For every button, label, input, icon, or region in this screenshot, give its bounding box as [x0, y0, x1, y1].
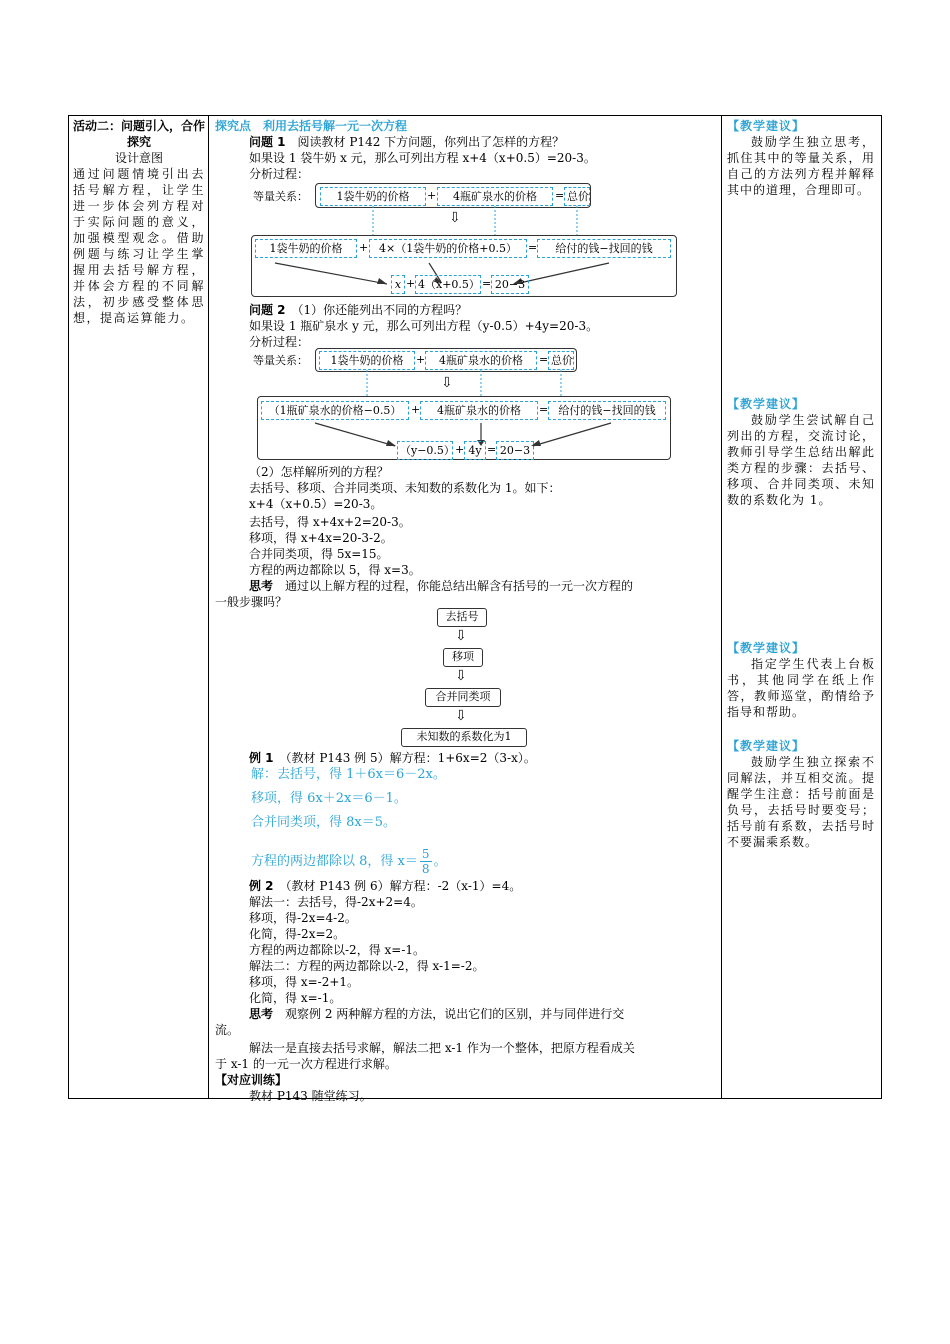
design-intent-label: 设计意图	[114, 151, 163, 165]
example1-text: （教材 P143 例 5）解方程：1+6x=2（3-x）。	[285, 751, 536, 765]
teaching-tip	[727, 396, 875, 508]
analysis-diagram-2: 等量关系： 1袋牛奶的价格 + 4瓶矿泉水的价格 = 总价 ⇩ （1瓶矿泉水的价格−0.5） + 4瓶矿泉水的价格 = 给付的钱−找回的钱 （y−0.5） + 4y = 20−3	[215, 348, 715, 464]
step-3: 移项，得 x+4x=20-3-2。	[249, 531, 393, 545]
total-box: 总价	[564, 187, 590, 206]
down-arrow-icon: ⇩	[449, 210, 461, 226]
think-text-cont: 一般步骤吗？	[215, 595, 288, 609]
paid-minus-change-box: 给付的钱−找回的钱	[537, 239, 671, 258]
tip-heading: 【教学建议】	[727, 641, 806, 655]
down-arrow-icon: ⇩	[455, 708, 467, 724]
teaching-tip	[727, 118, 875, 198]
example2-line: 移项，得-2x=4-2。	[249, 911, 357, 925]
equals-sign: =	[555, 189, 565, 202]
example2-line: 移项，得 x=-2+1。	[249, 975, 360, 989]
think-label: 思考	[249, 579, 274, 593]
step-5: 方程的两边都除以 5，得 x=3。	[249, 563, 421, 577]
analysis-label-1: 分析过程：	[249, 167, 310, 181]
step-1: x+4（x+0.5）=20-3。	[249, 497, 383, 511]
q2-text: （1）你还能列出不同的方程吗？	[297, 303, 468, 317]
training-text: 教材 P143 随堂练习。	[249, 1089, 372, 1103]
example2-line: 方程的两边都除以-2，得 x=-1。	[249, 943, 426, 957]
example1-step4: 方程的两边都除以 8，得 x＝ $\frac{5}{8}$ 。	[251, 847, 447, 876]
water-price-box: 4瓶矿泉水的价格	[425, 351, 537, 370]
teaching-tip	[727, 738, 875, 850]
expr-20-3: 20−3	[491, 275, 529, 294]
expr-4x: 4（x+0.5）	[415, 275, 481, 294]
tip-text: 鼓励学生尝试解自己列出的方程，交流讨论，教师引导学生总结出解此类方程的步骤：去括号、移项、合并同类项、未知数的系数化为 1。	[727, 413, 875, 507]
steps-flowchart	[215, 608, 715, 748]
q1-text: 阅读教材 P142 下方问题，你列出了怎样的方程？	[297, 135, 565, 149]
example1-step3: 合并同类项，得 8x＝5。	[251, 815, 397, 830]
tip-text: 鼓励学生独立思考，抓住其中的等量关系，用自己的方法列方程并解释其中的道理，合理即可。	[727, 135, 875, 197]
example2-label: 例 2	[249, 879, 274, 893]
think-text: 通过以上解方程的过程，你能总结出解含有括号的一元一次方程的	[285, 579, 634, 593]
relation-label: 等量关系：	[253, 354, 308, 367]
expr-20-3: 20−3	[496, 441, 534, 460]
water-price-box: 4瓶矿泉水的价格	[437, 187, 553, 206]
example2-line: 化简，得 x=-1。	[249, 991, 342, 1005]
think2-label: 思考	[249, 1007, 274, 1021]
example1-step2: 移项，得 6x＋2x＝6－1。	[251, 791, 407, 806]
q1-equation: 如果设 1 袋牛奶 x 元，那么可列出方程 x+4（x+0.5）=20-3。	[249, 151, 596, 165]
paid-minus-change-box: 给付的钱−找回的钱	[548, 401, 666, 420]
flow-step: 去括号	[437, 608, 487, 627]
think2-text-cont: 流。	[215, 1023, 240, 1037]
section-heading: 探究点 利用去括号解一元一次方程	[215, 119, 408, 133]
analysis-diagram-1: 等量关系： 1袋牛奶的价格 + 4瓶矿泉水的价格 = 总价 ⇩ 1袋牛奶的价格 + 4×（1袋牛奶的价格+0.5） = 给付的钱−找回的钱 x + 4（x+0.5） = 20−3	[215, 180, 715, 300]
steps-intro: 去括号、移项、合并同类项、未知数的系数化为 1。如下：	[249, 481, 561, 495]
column-divider	[721, 116, 722, 1098]
expr-y: （y−0.5）	[397, 441, 453, 460]
think2-text: 观察例 2 两种解方程的方法，说出它们的区别，并与同伴进行交	[285, 1007, 625, 1021]
design-intent-text: 通过问题情境引出去括号解方程，让学生进一步体会列方程对于实际问题的意义，加强模型观念。借助例题与练习让学生掌握用去括号解方程，并体会方程的不同解法，初步感受整体思想，提高运算能力。	[73, 167, 205, 325]
example1-step1: 解：去括号，得 1＋6x＝6－2x。	[251, 767, 446, 782]
lesson-table	[68, 115, 882, 1103]
step-4: 合并同类项，得 5x=15。	[249, 547, 389, 561]
tip-heading: 【教学建议】	[727, 397, 806, 411]
total-box: 总价	[548, 351, 574, 370]
tip-text: 鼓励学生独立探索不同解法，并互相交流。提醒学生注意：括号前面是负号，去括号时要变号；括号前有系数，去括号时不要漏乘系数。	[727, 755, 875, 849]
example1-label: 例 1	[249, 751, 274, 765]
four-times-box: 4×（1袋牛奶的价格+0.5）	[369, 239, 527, 258]
flow-step: 合并同类项	[425, 688, 501, 707]
plus-sign: +	[427, 189, 437, 202]
analysis-label-2: 分析过程：	[249, 335, 310, 349]
teaching-tip	[727, 640, 875, 720]
milk-price-box: 1袋牛奶的价格	[320, 187, 426, 206]
down-arrow-icon: ⇩	[441, 375, 453, 391]
expr-4y: 4y	[464, 441, 486, 460]
water-price-box: 4瓶矿泉水的价格	[420, 401, 538, 420]
activity-title: 活动二：问题引入，合作探究	[73, 119, 206, 149]
down-arrow-icon: ⇩	[455, 668, 467, 684]
down-arrow-icon: ⇩	[455, 628, 467, 644]
milk-price-box: 1袋牛奶的价格	[319, 351, 415, 370]
tip-text: 指定学生代表上台板书，其他同学在纸上作答，教师巡堂，酌情给予指导和帮助。	[727, 657, 875, 719]
expr-x: x	[391, 275, 405, 294]
example2-text: （教材 P143 例 6）解方程：-2（x-1）=4。	[285, 879, 522, 893]
answer-text-cont: 于 x-1 的一元一次方程进行求解。	[215, 1057, 397, 1071]
step-2: 去括号，得 x+4x+2=20-3。	[249, 515, 411, 529]
tip-heading: 【教学建议】	[727, 119, 806, 133]
q2-label: 问题 2	[249, 303, 286, 317]
training-label: 【对应训练】	[215, 1073, 288, 1087]
column-divider	[208, 116, 209, 1098]
example2-line: 化简，得-2x=2。	[249, 927, 346, 941]
milk-price-box: 1袋牛奶的价格	[255, 239, 357, 258]
flow-step: 未知数的系数化为1	[401, 728, 527, 747]
q1-label: 问题 1	[249, 135, 286, 149]
relation-label: 等量关系：	[253, 190, 308, 203]
q2b-text: （2）怎样解所列的方程？	[249, 465, 389, 479]
tip-heading: 【教学建议】	[727, 739, 806, 753]
answer-text: 解法一是直接去括号求解，解法二把 x-1 作为一个整体，把原方程看成关	[249, 1041, 635, 1055]
activity-column	[73, 118, 205, 326]
example2-line: 解法二：方程的两边都除以-2，得 x-1=-2。	[249, 959, 485, 973]
q2-equation: 如果设 1 瓶矿泉水 y 元，那么可列出方程（y-0.5）+4y=20-3。	[249, 319, 599, 333]
example2-line: 解法一：去括号，得-2x+2=4。	[249, 895, 423, 909]
flow-step: 移项	[443, 648, 483, 667]
water-minus-box: （1瓶矿泉水的价格−0.5）	[261, 401, 409, 420]
